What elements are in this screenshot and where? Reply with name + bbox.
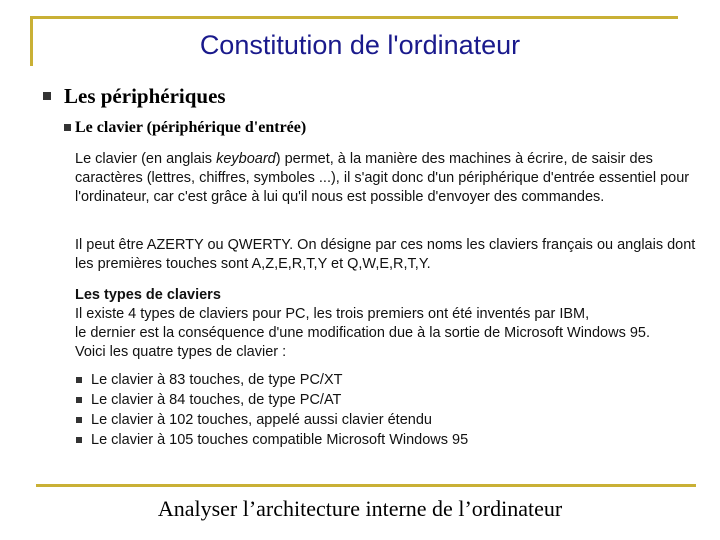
para1-pre: Le [75, 151, 96, 167]
slide-footer: Analyser l’architecture interne de l’ordinateur [157, 496, 563, 521]
subsection-heading: Le clavier (périphérique d'entrée) [75, 119, 307, 136]
list-item-text: Le clavier à 83 touches, de type PC/XT [91, 372, 343, 388]
list-bullet-icon [76, 377, 82, 383]
slide-title: Constitution de l'ordinateur [199, 30, 521, 60]
list-item-text: Le clavier à 105 touches compatible Microsoft Windows 95 [91, 432, 469, 448]
list-bullet-icon [76, 417, 82, 423]
para1-term-en: keyboard [216, 151, 276, 167]
types-paragraph [75, 286, 715, 362]
bottom-rule [36, 484, 696, 487]
types-line-3: Voici les quatre types de clavier : [75, 344, 287, 360]
list-bullet-icon [76, 397, 82, 403]
keyboard-definition-paragraph [75, 150, 715, 207]
para1-term: clavier [95, 151, 138, 167]
list-item-text: Le clavier à 84 touches, de type PC/AT [91, 392, 342, 408]
section-heading: Les périphériques [64, 84, 226, 108]
keyboard-types-list [75, 370, 468, 450]
list-item [75, 430, 468, 450]
heading-bullet-icon [43, 92, 51, 100]
types-line-2: le dernier est la conséquence d'une modification due à la sortie de Microsoft Windows 95. [75, 325, 651, 341]
list-bullet-icon [76, 437, 82, 443]
list-item [75, 390, 468, 410]
para1-post: ) permet, à la manière des machines à écrire, de saisir des caractères (lettres, chiffres, symboles ...), il s'agit donc d'un périphérique d'entrée essentiel pour l'ordinateur, car c'est grâce à lui qu'il nous est possible d'envoyer des commandes. [75, 151, 690, 205]
list-item [75, 370, 468, 390]
para1-mid: (en anglais [137, 151, 217, 167]
list-item [75, 410, 468, 430]
layout-paragraph: Il peut être AZERTY ou QWERTY. On désigne par ces noms les claviers français ou anglais dont les premières touches sont A,Z,E,R,T,Y et Q,W,E,R,T,Y. [75, 237, 696, 272]
list-item-text: Le clavier à 102 touches, appelé aussi clavier étendu [91, 412, 432, 428]
types-title: Les types de claviers [75, 287, 221, 303]
top-rule [30, 16, 678, 19]
types-line-1: Il existe 4 types de claviers pour PC, les trois premiers ont été inventés par IBM, [75, 306, 590, 322]
subheading-bullet-icon [64, 124, 71, 131]
